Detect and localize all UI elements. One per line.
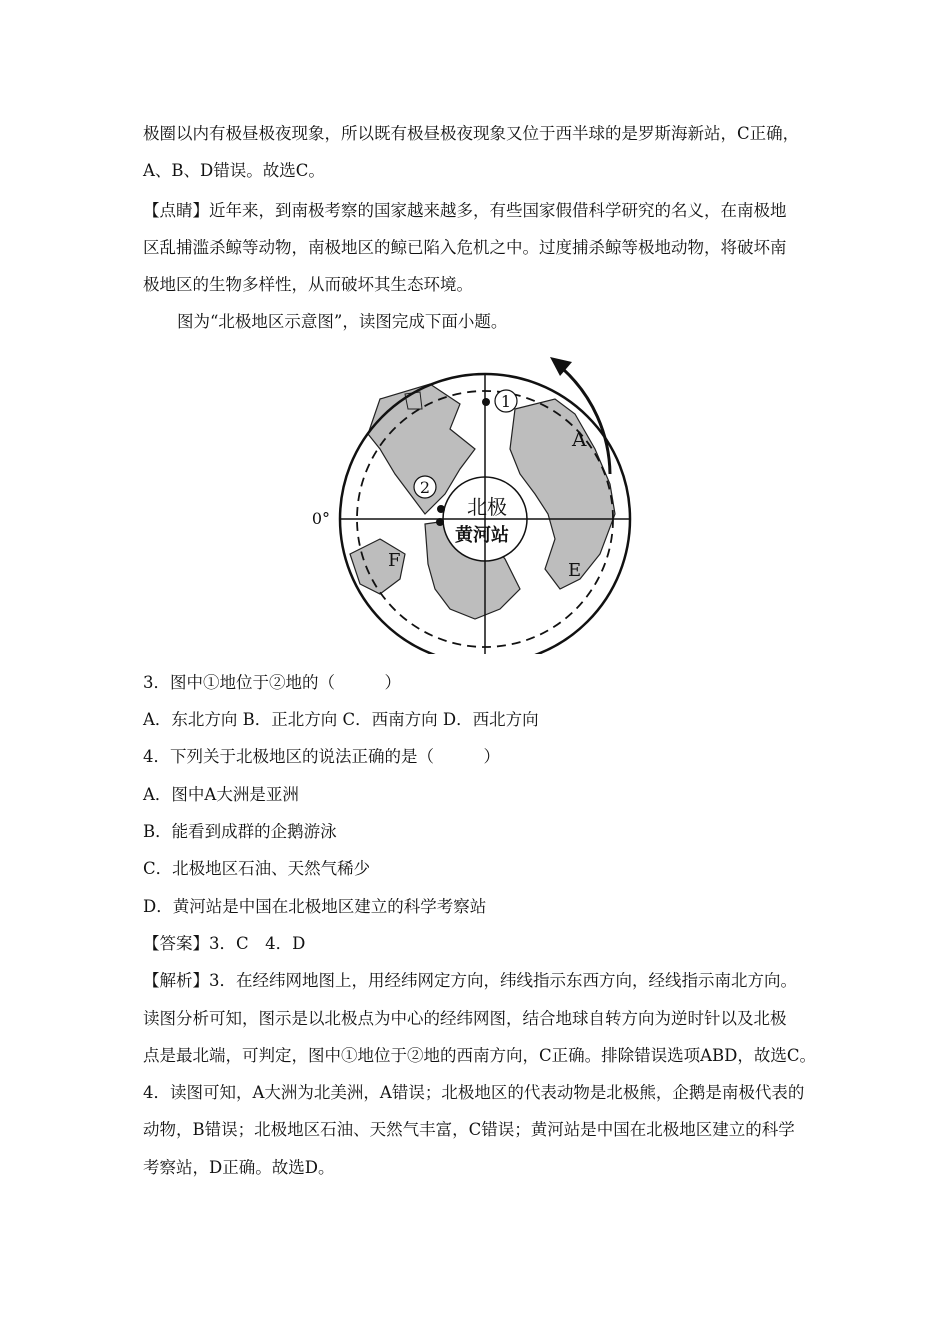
longitude-zero-label: 0°	[311, 509, 330, 528]
question-4-option-b: B．能看到成群的企鹅游泳	[143, 822, 337, 841]
analysis-line: 读图分析可知，图示是以北极点为中心的经纬网图，结合地球自转方向为逆时针以及北极	[143, 1009, 787, 1028]
answer-line: 【答案】3．C 4．D	[143, 934, 306, 953]
station-marker	[436, 518, 444, 526]
continent-a-label: A	[572, 427, 587, 451]
paragraph-line: 极圈以内有极昼极夜现象，所以既有极昼极夜现象又位于西半球的是罗斯海新站，C正确，	[143, 124, 800, 143]
question-4-option-a: A．图中A大洲是亚洲	[143, 785, 299, 804]
analysis-line: 4．读图可知，A大洲为北美洲，A错误；北极地区的代表动物是北极熊，企鹅是南极代表的	[143, 1083, 805, 1102]
north-pole-label: 北极	[467, 495, 507, 519]
analysis-line: 【解析】3．在经纬网地图上，用经纬网定方向，纬线指示东西方向，经线指示南北方向。	[143, 971, 797, 990]
paragraph-line: 极地区的生物多样性，从而破坏其生态环境。	[143, 275, 473, 294]
paragraph-line: 区乱捕滥杀鲸等动物，南极地区的鲸已陷入危机之中。过度捕杀鲸等极地动物，将破坏南	[143, 238, 787, 257]
point-f-label: F	[388, 550, 401, 571]
analysis-line: 点是最北端，可判定，图中①地位于②地的西南方向，C正确。排除错误选项ABD，故选C。	[143, 1046, 817, 1065]
land-shape	[510, 399, 615, 589]
paragraph-line: 【点睛】近年来，到南极考察的国家越来越多，有些国家假借科学研究的名义，在南极地	[143, 201, 787, 220]
ocean-e-label: E	[568, 560, 582, 581]
figure-intro: 图为“北极地区示意图”，读图完成下面小题。	[177, 312, 508, 331]
arctic-map-figure	[310, 354, 640, 654]
question-4-stem: 4．下列关于北极地区的说法正确的是（ ）	[143, 747, 500, 766]
point-1-marker	[482, 398, 490, 406]
question-3-options: A．东北方向 B．正北方向 C．西南方向 D．西北方向	[143, 710, 539, 729]
point-2-label: 2	[419, 478, 431, 497]
station-label: 黄河站	[455, 525, 509, 546]
analysis-line: 考察站，D正确。故选D。	[143, 1158, 335, 1177]
question-3-stem: 3．图中①地位于②地的（ ）	[143, 673, 401, 692]
question-4-option-d: D．黄河站是中国在北极地区建立的科学考察站	[143, 897, 487, 916]
question-4-option-c: C．北极地区石油、天然气稀少	[143, 859, 371, 878]
land-shape	[405, 392, 422, 409]
analysis-line: 动物，B错误；北极地区石油、天然气丰富，C错误；黄河站是中国在北极地区建立的科学	[143, 1120, 795, 1139]
point-2-marker	[437, 505, 445, 513]
paragraph-line: A、B、D错误。故选C。	[143, 161, 325, 180]
point-1-label: 1	[500, 392, 512, 411]
